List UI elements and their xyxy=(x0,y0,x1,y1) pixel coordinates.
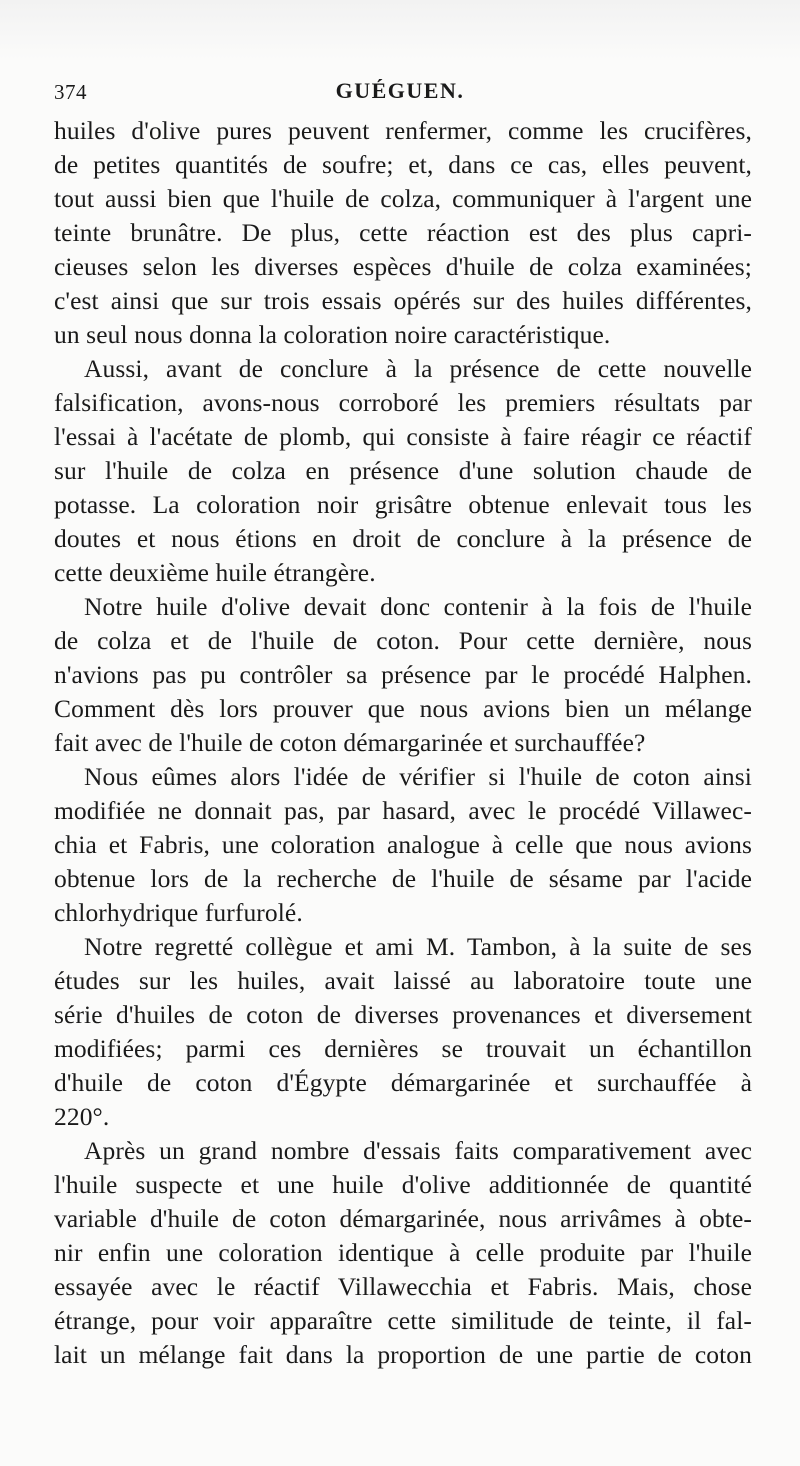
paragraph-start-line: Nous eûmes alors l'idée de vérifier si l'huile de coton ainsi xyxy=(84,762,752,791)
paragraph-start-line: Notre regretté collègue et ami M. Tambon, à la suite de ses xyxy=(84,932,752,961)
text-line: modifiées; parmi ces dernières se trouvait un échantillon xyxy=(54,1034,752,1063)
text-line: sur l'huile de colza en présence d'une solution chaude de xyxy=(54,456,752,485)
text-line: teinte brunâtre. De plus, cette réaction est des plus capri- xyxy=(54,218,752,247)
text-line: fait avec de l'huile de coton démargarinée et surchauffée? xyxy=(54,728,646,757)
text-line: série d'huiles de coton de diverses provenances et diversement xyxy=(54,1000,752,1029)
page-number: 374 xyxy=(54,80,87,104)
text-line: variable d'huile de coton démargarinée, nous arrivâmes à obte- xyxy=(54,1204,752,1233)
text-line: lait un mélange fait dans la proportion de une partie de coton xyxy=(54,1340,752,1369)
running-head: GUÉGUEN. xyxy=(335,78,465,103)
text-line: de petites quantités de soufre; et, dans ce cas, elles peuvent, xyxy=(54,150,752,179)
text-line: de colza et de l'huile de coton. Pour cette dernière, nous xyxy=(54,626,752,655)
text-line: modifiée ne donnait pas, par hasard, avec le procédé Villawec- xyxy=(54,796,752,825)
text-line: essayée avec le réactif Villawecchia et Fabris. Mais, chose xyxy=(54,1272,752,1301)
text-line: étrange, pour voir apparaître cette similitude de teinte, il fal- xyxy=(54,1306,752,1335)
page-header xyxy=(46,74,754,110)
text-line: chia et Fabris, une coloration analogue à celle que nous avions xyxy=(54,830,752,859)
text-line: tout aussi bien que l'huile de colza, communiquer à l'argent une xyxy=(54,184,752,213)
text-line: l'huile suspecte et une huile d'olive additionnée de quantité xyxy=(54,1170,752,1199)
text-line: études sur les huiles, avait laissé au laboratoire toute une xyxy=(54,966,752,995)
text-line: d'huile de coton d'Égypte démargarinée et surchauffée à xyxy=(54,1068,752,1097)
text-line: c'est ainsi que sur trois essais opérés sur des huiles différentes, xyxy=(54,286,752,315)
body-text xyxy=(54,114,752,1372)
paragraph-start-line: Notre huile d'olive devait donc contenir à la fois de l'huile xyxy=(84,592,752,621)
text-line: falsification, avons-nous corroboré les premiers résultats par xyxy=(54,388,752,417)
text-line: chlorhydrique furfurolé. xyxy=(54,898,303,927)
paragraph-start-line: Après un grand nombre d'essais faits comparativement avec xyxy=(84,1136,752,1165)
text-line: huiles d'olive pures peuvent renfermer, comme les crucifères, xyxy=(54,116,752,145)
text-line: obtenue lors de la recherche de l'huile de sésame par l'acide xyxy=(54,864,752,893)
text-line: doutes et nous étions en droit de conclure à la présence de xyxy=(54,524,752,553)
paragraph-start-line: Aussi, avant de conclure à la présence de cette nouvelle xyxy=(84,354,752,383)
text-line: 220°. xyxy=(54,1102,110,1131)
scan-edge-shading xyxy=(0,0,800,60)
text-line: n'avions pas pu contrôler sa présence par le procédé Halphen. xyxy=(54,660,752,689)
text-line: nir enfin une coloration identique à celle produite par l'huile xyxy=(54,1238,752,1267)
text-line: cette deuxième huile étrangère. xyxy=(54,558,376,587)
text-line: un seul nous donna la coloration noire caractéristique. xyxy=(54,320,611,349)
text-line: l'essai à l'acétate de plomb, qui consiste à faire réagir ce réactif xyxy=(54,422,752,451)
text-line: potasse. La coloration noir grisâtre obtenue enlevait tous les xyxy=(54,490,752,519)
text-line: Comment dès lors prouver que nous avions bien un mélange xyxy=(54,694,752,723)
text-line: cieuses selon les diverses espèces d'huile de colza examinées; xyxy=(54,252,752,281)
